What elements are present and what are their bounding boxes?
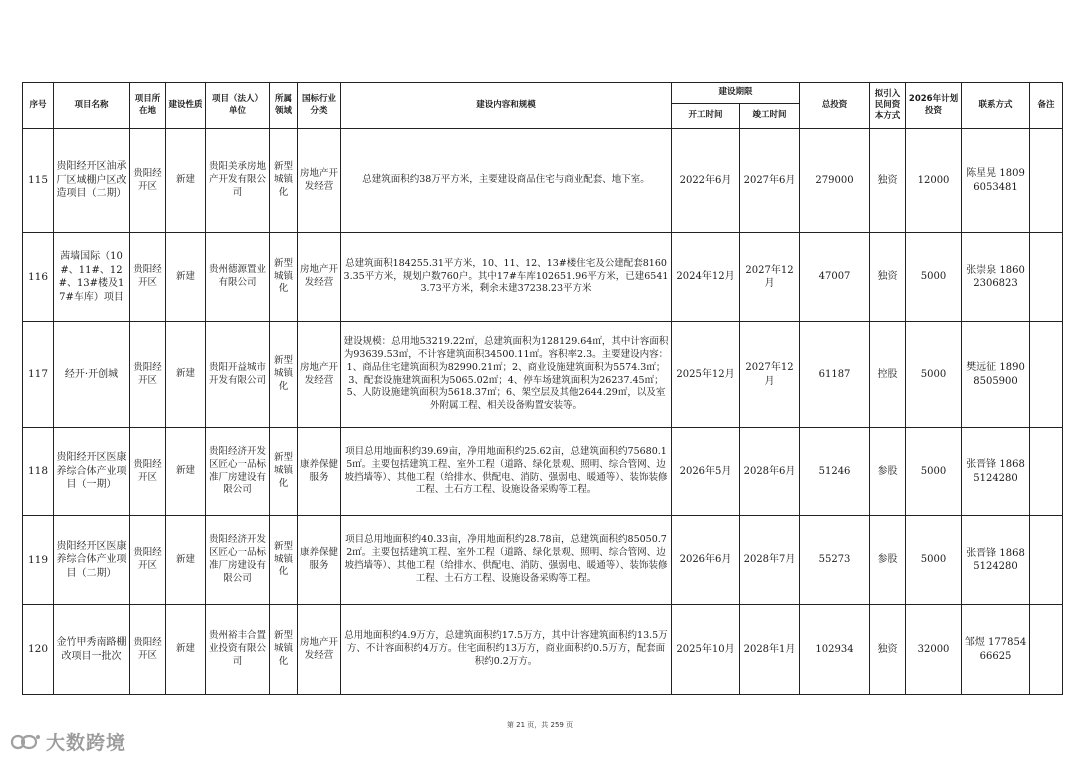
cell-content: 总建筑面积184255.31平方米，10、11、12、13#楼住宅及公建配套81603.35平方米，规划户数760户。其中17#车库102651.96平方米，已建65413.73平方米，剩余未建37238.23平方米 — [341, 233, 672, 322]
table-row — [23, 129, 1063, 233]
cell-location: 贵阳经开区 — [130, 428, 166, 516]
cell-owner: 贵阳经济开发区匠心一品标准厂房建设有限公司 — [206, 428, 270, 516]
cell-end: 2027年12月 — [740, 233, 800, 322]
cell-field: 新型城镇化 — [270, 129, 298, 233]
cell-remark — [1030, 516, 1063, 605]
cell-owner: 贵阳经济开发区匠心一品标准厂房建设有限公司 — [206, 516, 270, 605]
cell-content: 项目总用地面积约40.33亩，净用地面积约28.78亩，总建筑面积约85050.72㎡。主要包括建筑工程、室外工程（道路、绿化景观、照明、综合管网、边坡挡墙等）、其他工程（给排水、供配电、消防、强弱电、暖通等）、装饰装修工程、土石方工程、设施设备采购等工程。 — [341, 516, 672, 605]
cell-plan: 5000 — [906, 322, 962, 428]
cell-owner: 贵阳开益城市开发有限公司 — [206, 322, 270, 428]
cell-location: 贵阳经开区 — [130, 516, 166, 605]
cell-nature: 新建 — [166, 428, 206, 516]
cell-contact: 陈星晃 18096053481 — [962, 129, 1030, 233]
watermark-text: 大数跨境 — [46, 732, 127, 754]
cell-plan: 5000 — [906, 428, 962, 516]
cell-total: 61187 — [800, 322, 870, 428]
header-end: 竣工时间 — [740, 104, 800, 129]
cell-start: 2022年6月 — [672, 129, 740, 233]
cell-end: 2027年6月 — [740, 129, 800, 233]
header-row — [23, 83, 1063, 104]
cell-contact: 樊远征 18908505900 — [962, 322, 1030, 428]
cell-seq: 116 — [23, 233, 54, 322]
cell-content: 总用地面积约4.9万方，总建筑面积约17.5万方，其中计容建筑面积约13.5万方、不计容面积约4万方。住宅面积约13万方，商业面积约0.5万方，配套面积约0.2万方。 — [341, 605, 672, 695]
cell-seq: 118 — [23, 428, 54, 516]
cell-nature: 新建 — [166, 129, 206, 233]
cell-start: 2025年12月 — [672, 322, 740, 428]
header-nature: 建设性质 — [166, 83, 206, 129]
cell-total: 47007 — [800, 233, 870, 322]
header-industry: 国标行业分类 — [298, 83, 341, 129]
cell-total: 55273 — [800, 516, 870, 605]
cell-content: 项目总用地面积约39.69亩，净用地面积约25.62亩，总建筑面积约75680.15㎡。主要包括建筑工程、室外工程（道路、绿化景观、照明、综合管网、边坡挡墙等）、其他工程（给排水、供配电、消防、强弱电、暖通等）、装饰装修工程、土石方工程、设施设备采购等工程。 — [341, 428, 672, 516]
header-name: 项目名称 — [54, 83, 130, 129]
cell-name: 贵阳经开区医康养综合体产业项目（二期） — [54, 516, 130, 605]
cell-capital-mode: 参股 — [870, 428, 906, 516]
watermark — [8, 728, 126, 755]
cell-end: 2028年6月 — [740, 428, 800, 516]
cell-remark — [1030, 428, 1063, 516]
cell-seq: 119 — [23, 516, 54, 605]
cell-seq: 115 — [23, 129, 54, 233]
header-total: 总投资 — [800, 83, 870, 129]
cell-industry: 康养保健服务 — [298, 428, 341, 516]
logo-icon — [8, 730, 42, 754]
header-location: 项目所在地 — [130, 83, 166, 129]
cell-capital-mode: 独资 — [870, 233, 906, 322]
cell-nature: 新建 — [166, 605, 206, 695]
cell-capital-mode: 参股 — [870, 516, 906, 605]
cell-content: 总建筑面积约38万平方米，主要建设商品住宅与商业配套、地下室。 — [341, 129, 672, 233]
cell-owner: 贵州裕丰合置业投资有限公司 — [206, 605, 270, 695]
cell-plan: 12000 — [906, 129, 962, 233]
cell-industry: 房地产开发经营 — [298, 605, 341, 695]
table-row — [23, 516, 1063, 605]
cell-field: 新型城镇化 — [270, 516, 298, 605]
cell-contact: 张晋锋 18685124280 — [962, 516, 1030, 605]
header-content: 建设内容和规模 — [341, 83, 672, 129]
header-plan: 2026年计划投资 — [906, 83, 962, 129]
cell-end: 2028年7月 — [740, 516, 800, 605]
cell-plan: 32000 — [906, 605, 962, 695]
cell-start: 2024年12月 — [672, 233, 740, 322]
cell-remark — [1030, 322, 1063, 428]
header-contact: 联系方式 — [962, 83, 1030, 129]
cell-plan: 5000 — [906, 516, 962, 605]
cell-end: 2028年1月 — [740, 605, 800, 695]
cell-field: 新型城镇化 — [270, 428, 298, 516]
cell-remark — [1030, 605, 1063, 695]
page-number: 第 21 页，共 259 页 — [506, 721, 574, 729]
header-field: 所属领域 — [270, 83, 298, 129]
cell-location: 贵阳经开区 — [130, 605, 166, 695]
header-capital-mode: 拟引入民间资本方式 — [870, 83, 906, 129]
cell-field: 新型城镇化 — [270, 233, 298, 322]
cell-location: 贵阳经开区 — [130, 322, 166, 428]
cell-total: 51246 — [800, 428, 870, 516]
cell-content: 建设规模：总用地53219.22㎡，总建筑面积为128129.64㎡，其中计容面积为93639.53㎡，不计容建筑面积34500.11㎡。容积率2.3。主要建设内容：1、商品住宅建筑面积为82990.21㎡；2、商业设施建筑面积为5574.3㎡；3、配套设施建筑面积为5065.02㎡；4、停车场建筑面积为26237.45㎡；5、人防设施建筑面积为5618.37㎡；6、架空层及其他2644.29㎡，以及室外附属工程、相关设备购置安装等。 — [341, 322, 672, 428]
cell-contact: 张崇泉 18602306823 — [962, 233, 1030, 322]
cell-start: 2026年5月 — [672, 428, 740, 516]
cell-nature: 新建 — [166, 322, 206, 428]
header-start: 开工时间 — [672, 104, 740, 129]
header-remark: 备注 — [1030, 83, 1063, 129]
header-owner: 项目（法人）单位 — [206, 83, 270, 129]
cell-name: 金竹甲秀南路棚改项目一批次 — [54, 605, 130, 695]
header-seq: 序号 — [23, 83, 54, 129]
cell-industry: 房地产开发经营 — [298, 129, 341, 233]
cell-field: 新型城镇化 — [270, 322, 298, 428]
cell-seq: 120 — [23, 605, 54, 695]
table-row — [23, 322, 1063, 428]
cell-capital-mode: 独资 — [870, 129, 906, 233]
cell-total: 102934 — [800, 605, 870, 695]
table-row — [23, 233, 1063, 322]
cell-nature: 新建 — [166, 516, 206, 605]
cell-location: 贵阳经开区 — [130, 233, 166, 322]
cell-location: 贵阳经开区 — [130, 129, 166, 233]
cell-owner: 贵阳美承房地产开发有限公司 — [206, 129, 270, 233]
cell-name: 经开·开创城 — [54, 322, 130, 428]
cell-start: 2025年10月 — [672, 605, 740, 695]
cell-owner: 贵州德源置业有限公司 — [206, 233, 270, 322]
cell-nature: 新建 — [166, 233, 206, 322]
cell-end: 2027年12月 — [740, 322, 800, 428]
cell-start: 2026年6月 — [672, 516, 740, 605]
project-table — [22, 82, 1063, 695]
cell-plan: 5000 — [906, 233, 962, 322]
header-period: 建设期限 — [672, 83, 800, 104]
cell-remark — [1030, 233, 1063, 322]
cell-capital-mode: 独资 — [870, 605, 906, 695]
cell-name: 茜墙国际（10#、11#、12#、13#楼及17#车库）项目 — [54, 233, 130, 322]
cell-industry: 康养保健服务 — [298, 516, 341, 605]
table-row — [23, 605, 1063, 695]
cell-capital-mode: 控股 — [870, 322, 906, 428]
cell-total: 279000 — [800, 129, 870, 233]
cell-remark — [1030, 129, 1063, 233]
cell-contact: 张晋锋 18685124280 — [962, 428, 1030, 516]
cell-industry: 房地产开发经营 — [298, 322, 341, 428]
cell-field: 新型城镇化 — [270, 605, 298, 695]
cell-industry: 房地产开发经营 — [298, 233, 341, 322]
table-row — [23, 428, 1063, 516]
cell-seq: 117 — [23, 322, 54, 428]
cell-name: 贵阳经开区医康养综合体产业项目（一期） — [54, 428, 130, 516]
cell-name: 贵阳经开区油承厂区域棚户区改造项目（二期） — [54, 129, 130, 233]
cell-contact: 邹煜 17785466625 — [962, 605, 1030, 695]
